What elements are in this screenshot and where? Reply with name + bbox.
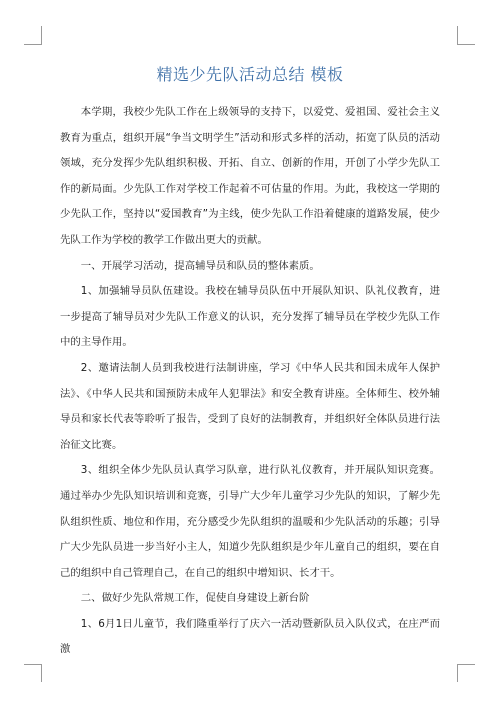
- paragraph-1-1: 1、加强辅导员队伍建设。我校在辅导员队伍中开展队知识、队礼仪教育，进一步提高了辅导员对少先队工作意义的认识，充分发挥了辅导员在学校少先队工作中的主导作用。: [60, 285, 440, 349]
- crop-mark-bottom-right: [457, 664, 475, 665]
- document-body: [60, 100, 440, 663]
- crop-mark-top-left: [41, 26, 42, 44]
- crop-mark-bottom-left: [24, 664, 42, 665]
- paragraph-1-2: 2、邀请法制人员到我校进行法制讲座，学习《中华人民共和国未成年人保护法》、《中华人民共和国预防未成年人犯罪法》和安全教育讲座。全体师生、校外辅导员和家长代表等聆听了报告，受到了良好的法制教育，并组织好全体队员进行法治征文比赛。: [60, 361, 440, 451]
- section-heading-1: 一、开展学习活动，提高辅导员和队员的整体素质。: [80, 259, 320, 272]
- crop-mark-bottom-right: [457, 664, 458, 682]
- paragraph-intro: 本学期，我校少先队工作在上级领导的支持下，以爱党、爱祖国、爱社会主义教育为重点，组织开展“争当文明学生”活动和形式多样的活动，拓宽了队员的活动领域，充分发挥少先队组织积极、开拓、自立、创新的作用，开创了小学少先队工作的新局面。少先队工作对学校工作起着不可估量的作用。为此，我校这一学期的少先队工作，坚持以“爱国教育”为主线，使少先队工作沿着健康的道路发展，使少先队工作为学校的教学工作做出更大的贡献。: [60, 106, 440, 246]
- crop-mark-top-left: [24, 44, 42, 45]
- crop-mark-top-right: [457, 44, 475, 45]
- paragraph-2-1: 1、6月1日儿童节，我们隆重举行了庆六一活动暨新队员入队仪式，在庄严而激: [60, 617, 440, 656]
- document-title: 精选少先队活动总结 模板: [156, 65, 344, 84]
- crop-mark-top-right: [457, 26, 458, 44]
- paragraph-1-3: 3、组织全体少先队员认真学习队章，进行队礼仪教育，并开展队知识竞赛。通过举办少先队知识培训和竞赛，引导广大少年儿童学习少先队的知识，了解少先队组织性质、地位和作用，充分感受少先队组织的温暖和少先队活动的乐趣；引导广大少先队员进一步当好小主人，知道少先队组织是少年儿童自己的组织，要在自己的组织中自己管理自己，在自己的组织中增知识、长才干。: [60, 464, 440, 579]
- crop-mark-bottom-left: [41, 664, 42, 682]
- section-heading-2: 二、做好少先队常规工作，促使自身建设上新台阶: [80, 592, 310, 605]
